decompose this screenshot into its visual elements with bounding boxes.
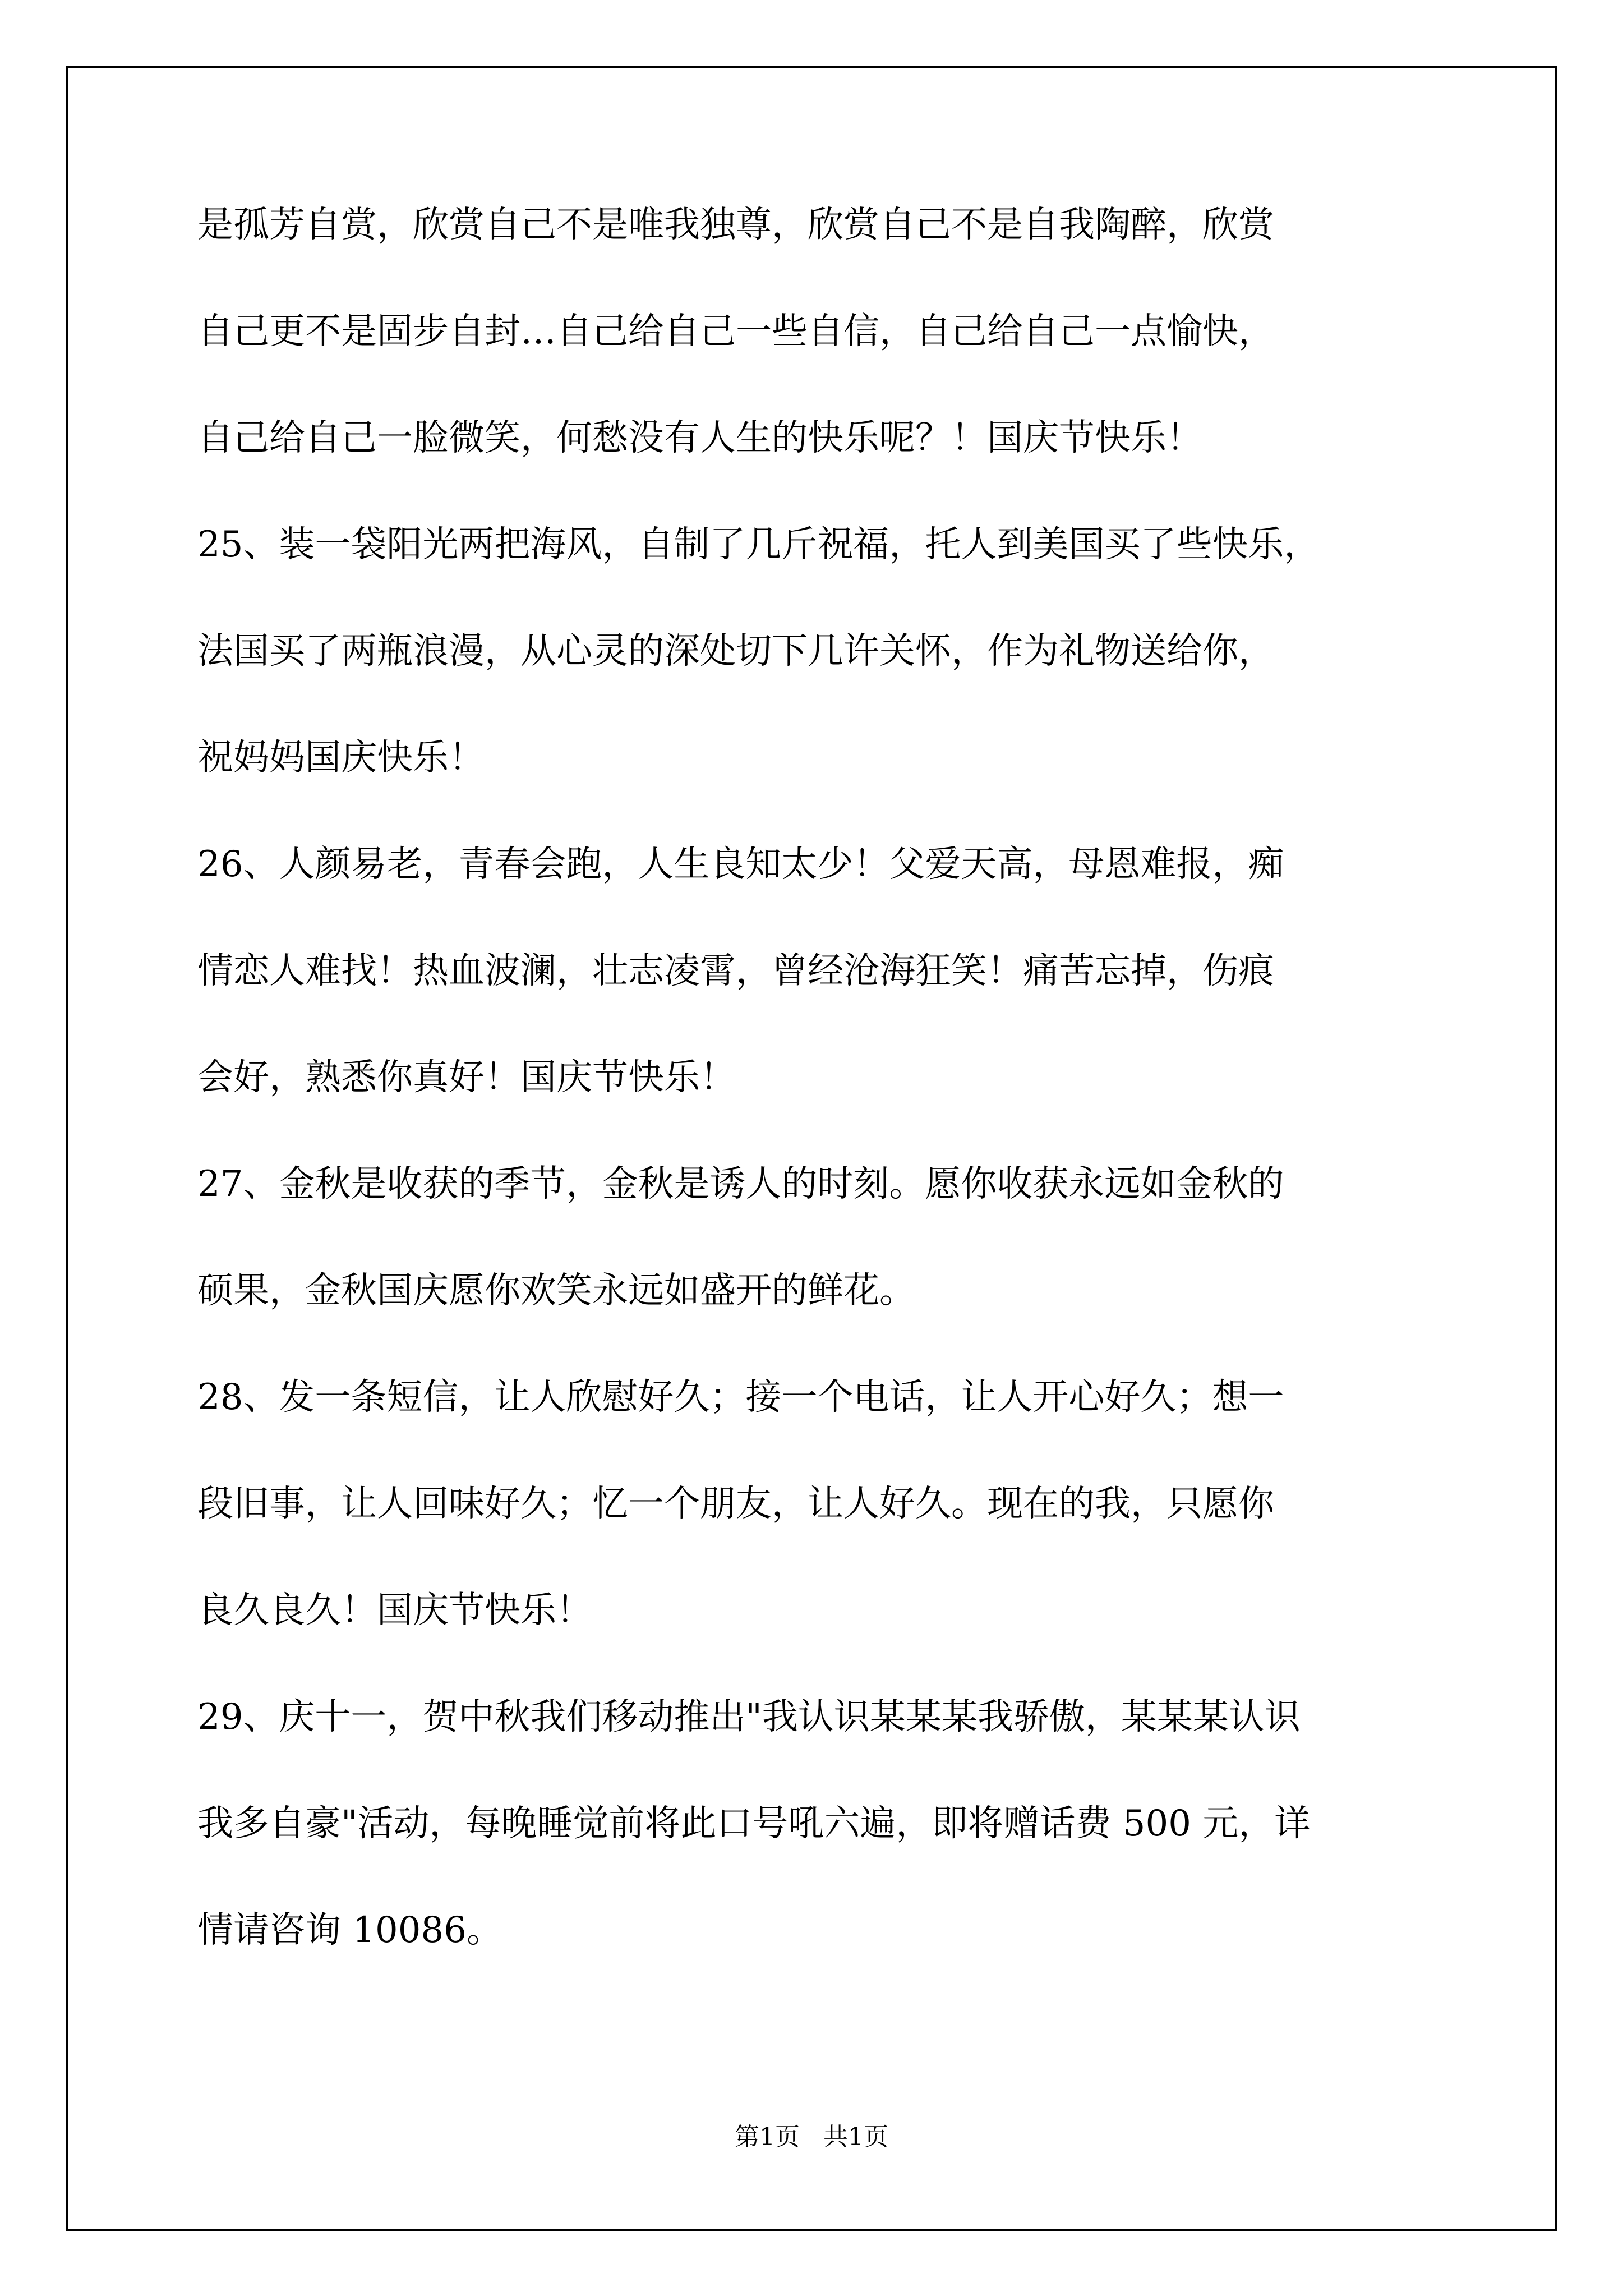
text-line: 27、金秋是收获的季节，金秋是诱人的时刻。愿你收获永远如金秋的 bbox=[197, 1163, 1284, 1205]
text-line: 硕果，金秋国庆愿你欢笑永远如盛开的鲜花。 bbox=[197, 1270, 915, 1312]
text-line: 自己更不是固步自封…自己给自己一些自信，自己给自己一点愉快， bbox=[197, 311, 1274, 352]
text-line: 是孤芳自赏，欣赏自己不是唯我独尊，欣赏自己不是自我陶醉，欣赏 bbox=[197, 204, 1274, 246]
text-line: 段旧事，让人回味好久；忆一个朋友，让人好久。现在的我，只愿你 bbox=[197, 1483, 1274, 1525]
text-line: 28、发一条短信，让人欣慰好久；接一个电话，让人开心好久；想一 bbox=[197, 1377, 1284, 1418]
text-line: 我多自豪"活动，每晚睡觉前将此口号吼六遍，即将赠话费 500 元，详 bbox=[197, 1803, 1311, 1844]
text-line: 29、庆十一，贺中秋我们移动推出"我认识某某某我骄傲，某某某认识 bbox=[197, 1696, 1301, 1738]
text-line: 良久良久！国庆节快乐！ bbox=[197, 1590, 592, 1631]
text-line: 情请咨询 10086。 bbox=[197, 1910, 502, 1951]
text-line: 法国买了两瓶浪漫，从心灵的深处切下几许关怀，作为礼物送给你， bbox=[197, 631, 1274, 672]
text-line: 会好，熟悉你真好！国庆节快乐！ bbox=[197, 1057, 736, 1098]
text-line: 自己给自己一脸微笑，何愁没有人生的快乐呢？！国庆节快乐！ bbox=[197, 417, 1202, 459]
text-line: 情恋人难找！热血波澜，壮志凌霄，曾经沧海狂笑！痛苦忘掉，伤痕 bbox=[197, 950, 1274, 992]
text-line: 25、装一袋阳光两把海风，自制了几斤祝福，托人到美国买了些快乐， bbox=[197, 524, 1320, 565]
text-line: 26、人颜易老，青春会跑，人生良知太少！父爱天高，母恩难报，痴 bbox=[197, 844, 1284, 885]
page-footer: 第1页 共1页 bbox=[735, 2123, 888, 2151]
document-body bbox=[197, 206, 1454, 2018]
text-line: 祝妈妈国庆快乐！ bbox=[197, 737, 485, 779]
